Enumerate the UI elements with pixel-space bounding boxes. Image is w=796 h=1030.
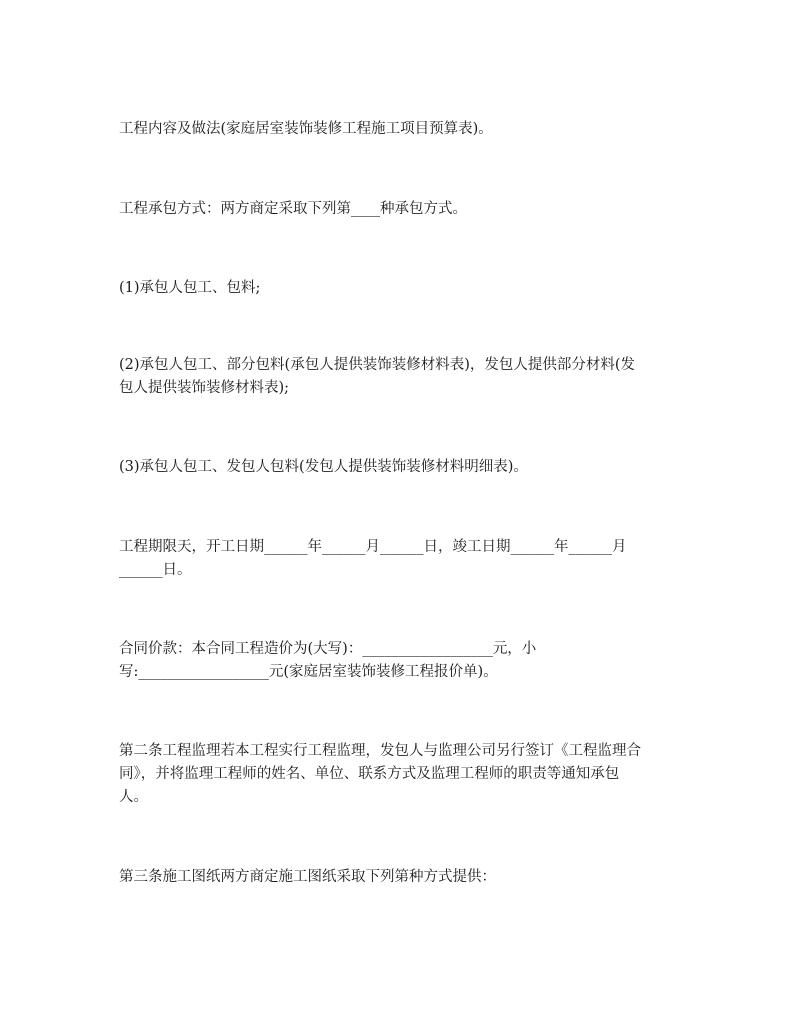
paragraph-line: 第二条工程监理若本工程实行工程监理，发包人与监理公司另行签订《工程监理合	[119, 743, 641, 759]
paragraph-article-2-supervision	[119, 740, 689, 809]
paragraph-line: 人。	[119, 789, 148, 805]
paragraph-option-1	[119, 277, 689, 300]
paragraph-line: 写:__________________元(家庭居室装饰装修工程报价单)。	[119, 664, 498, 680]
paragraph-line: (2)承包人包工、部分包料(承包人提供装饰装修材料表)，发包人提供部分材料(发	[119, 357, 636, 373]
paragraph-option-2	[119, 354, 689, 400]
paragraph-line: (3)承包人包工、发包人包料(发包人提供装饰装修材料明细表)。	[119, 459, 528, 475]
paragraph-line: 工程承包方式：两方商定采取下列第____种承包方式。	[119, 201, 467, 217]
paragraph-line: 合同价款：本合同工程造价为(大写)：__________________元，小	[119, 641, 537, 657]
paragraph-option-3	[119, 456, 689, 479]
paragraph-line: 第三条施工图纸两方商定施工图纸采取下列第种方式提供：	[119, 869, 496, 885]
paragraph-article-3-drawings	[119, 866, 689, 889]
paragraph-line: (1)承包人包工、包料;	[119, 280, 261, 296]
paragraph-line: 工程期限天，开工日期______年______月______日，竣工日期______年______月	[119, 539, 627, 555]
paragraph-line: 工程内容及做法(家庭居室装饰装修工程施工项目预算表)。	[119, 121, 493, 137]
paragraph-contract-method	[119, 198, 689, 221]
paragraph-line: 同》，并将监理工程师的姓名、单位、联系方式及监理工程师的职责等通知承包	[119, 766, 620, 782]
paragraph-line: 包人提供装饰装修材料表);	[119, 380, 290, 396]
paragraph-work-content	[119, 118, 689, 141]
paragraph-contract-price	[119, 638, 689, 684]
paragraph-line: ______日。	[119, 562, 192, 578]
paragraph-work-period	[119, 536, 689, 582]
